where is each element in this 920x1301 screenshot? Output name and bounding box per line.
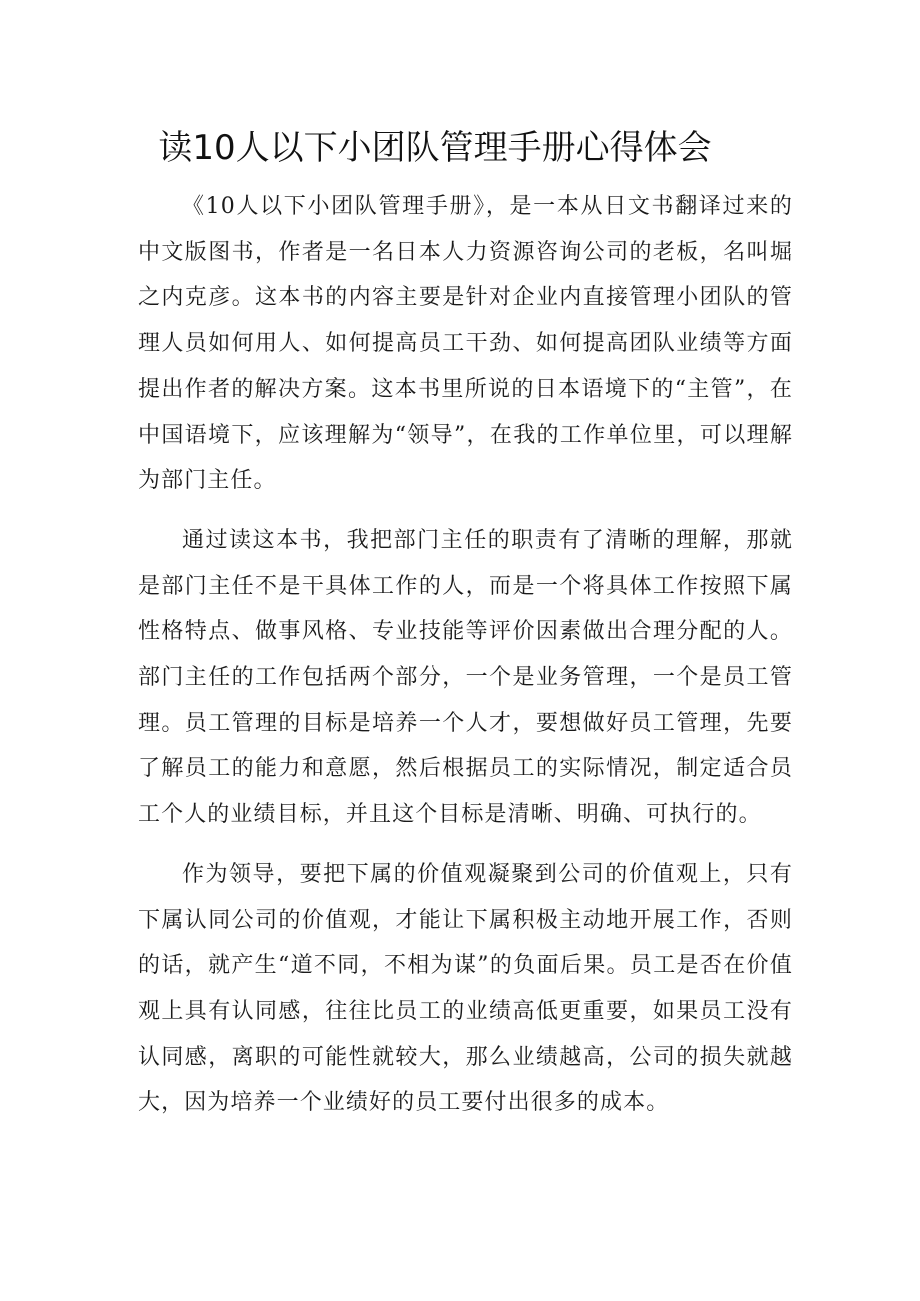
- document-title: 读10人以下小团队管理手册心得体会: [158, 128, 712, 168]
- document-body: [138, 184, 793, 1140]
- paragraph-1: 《10人以下小团队管理手册》，是一本从日文书翻译过来的中文版图书，作者是一名日本人力资源咨询公司的老板，名叫堀之内克彦。这本书的内容主要是针对企业内直接管理小团队的管理人员如何用人、如何提高员工干劲、如何提高团队业绩等方面提出作者的解决方案。这本书里所说的日本语境下的“主管”，在中国语境下，应该理解为“领导”，在我的工作单位里，可以理解为部门主任。: [138, 194, 793, 494]
- paragraph-2: 通过读这本书，我把部门主任的职责有了清晰的理解，那就是部门主任不是干具体工作的人，而是一个将具体工作按照下属性格特点、做事风格、专业技能等评价因素做出合理分配的人。部门主任的工作包括两个部分，一个是业务管理，一个是员工管理。员工管理的目标是培养一个人才，要想做好员工管理，先要了解员工的能力和意愿，然后根据员工的实际情况，制定适合员工个人的业绩目标，并且这个目标是清晰、明确、可执行的。: [138, 527, 793, 828]
- paragraph-3: 作为领导，要把下属的价值观凝聚到公司的价值观上，只有下属认同公司的价值观，才能让下属积极主动地开展工作，否则的话，就产生“道不同，不相为谋”的负面后果。员工是否在价值观上具有认同感，往往比员工的业绩高低更重要，如果员工没有认同感，离职的可能性就较大，那么业绩越高，公司的损失就越大，因为培养一个业绩好的员工要付出很多的成本。: [138, 861, 793, 1116]
